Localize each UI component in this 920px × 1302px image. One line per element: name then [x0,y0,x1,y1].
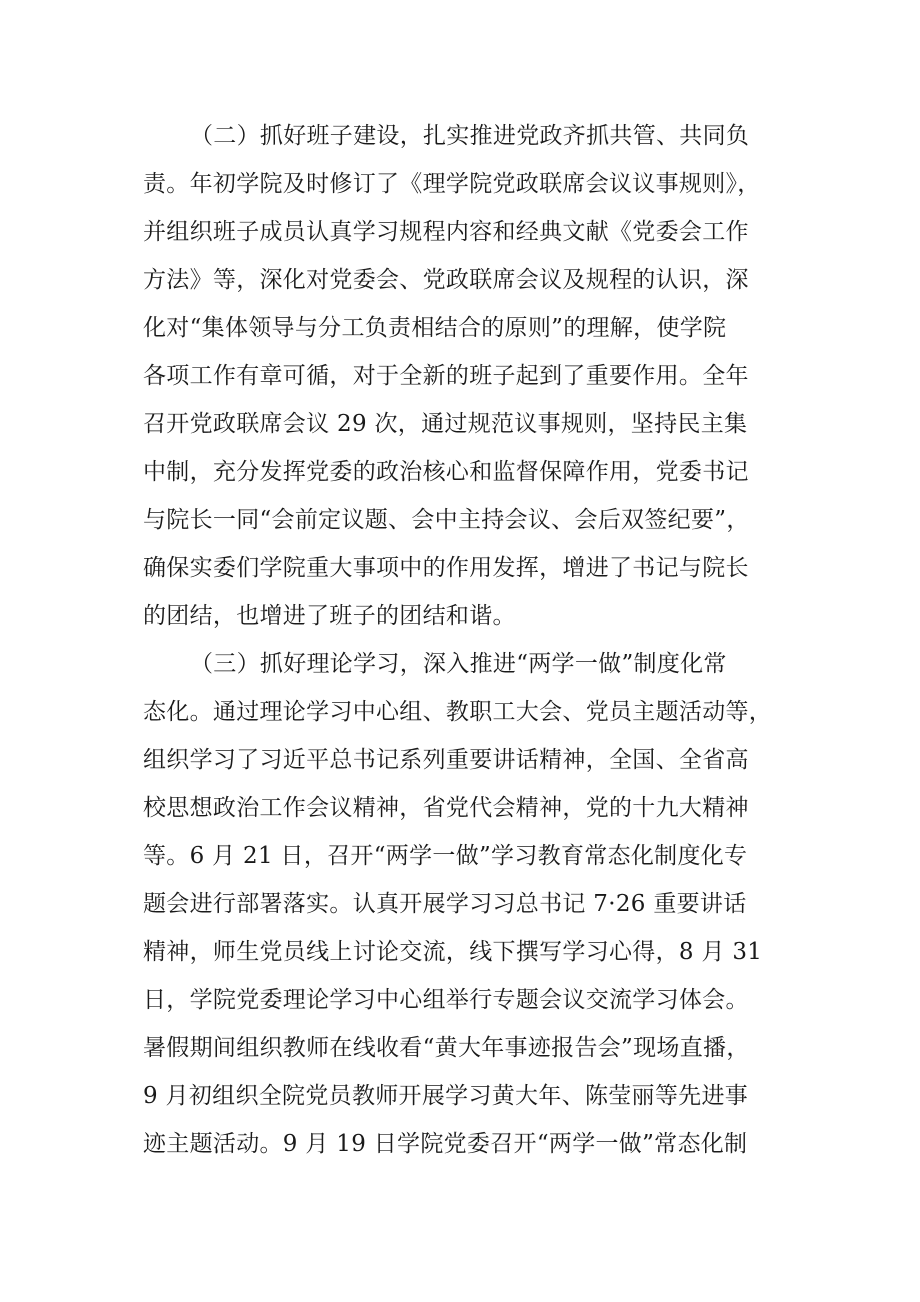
paragraph-line: 责。年初学院及时修订了《理学院党政联席会议议事规则》， [143,171,761,197]
paragraph-line: 等。6 月 21 日，召开“两学一做”学习教育常态化制度化专 [143,843,748,869]
paragraph-line: 确保实委们学院重大事项中的作用发挥，增进了书记与院长 [143,555,749,581]
paragraph-line: 各项工作有章可循，对于全新的班子起到了重要作用。全年 [143,363,749,389]
paragraph-line: 中制，充分发挥党委的政治核心和监督保障作用，党委书记 [143,459,749,485]
paragraph-line: 暑假期间组织教师在线收看“黄大年事迹报告会”现场直播， [143,1035,750,1061]
paragraph-line: 组织学习了习近平总书记系列重要讲话精神，全国、全省高 [143,747,749,773]
paragraph-line: （三）抓好理论学习，深入推进“两学一做”制度化常 [190,651,727,677]
paragraph-leadership-building [143,112,783,640]
paragraph-line: 并组织班子成员认真学习规程内容和经典文献《党委会工作 [143,219,749,245]
document-body [143,112,783,1168]
paragraph-line: 校思想政治工作会议精神，省党代会精神，党的十九大精神 [143,795,749,821]
paragraph-line: 迹主题活动。9 月 19 日学院党委召开“两学一做”常态化制 [143,1131,748,1157]
paragraph-line: 题会进行部署落实。认真开展学习习总书记 7·26 重要讲话 [143,891,747,917]
paragraph-line: 与院长一同“会前定议题、会中主持会议、会后双签纪要”， [143,507,750,533]
paragraph-line: 精神，师生党员线上讨论交流，线下撰写学习心得，8 月 31 [143,939,763,965]
paragraph-line: 召开党政联席会议 29 次，通过规范议事规则，坚持民主集 [143,411,748,437]
paragraph-theory-study [143,640,783,1168]
paragraph-line: 9 月初组织全院党员教师开展学习黄大年、陈莹丽等先进事 [143,1083,749,1109]
paragraph-line: 态化。通过理论学习中心组、教职工大会、党员主题活动等， [143,699,773,725]
paragraph-line: 化对“集体领导与分工负责相结合的原则”的理解，使学院 [143,315,727,341]
paragraph-line: 日，学院党委理论学习中心组举行专题会议交流学习体会。 [143,987,749,1013]
paragraph-line: 方法》等，深化对党委会、党政联席会议及规程的认识，深 [143,267,749,293]
paragraph-line: （二）抓好班子建设，扎实推进党政齐抓共管、共同负 [190,123,750,149]
paragraph-line: 的团结，也增进了班子的团结和谐。 [143,603,516,629]
